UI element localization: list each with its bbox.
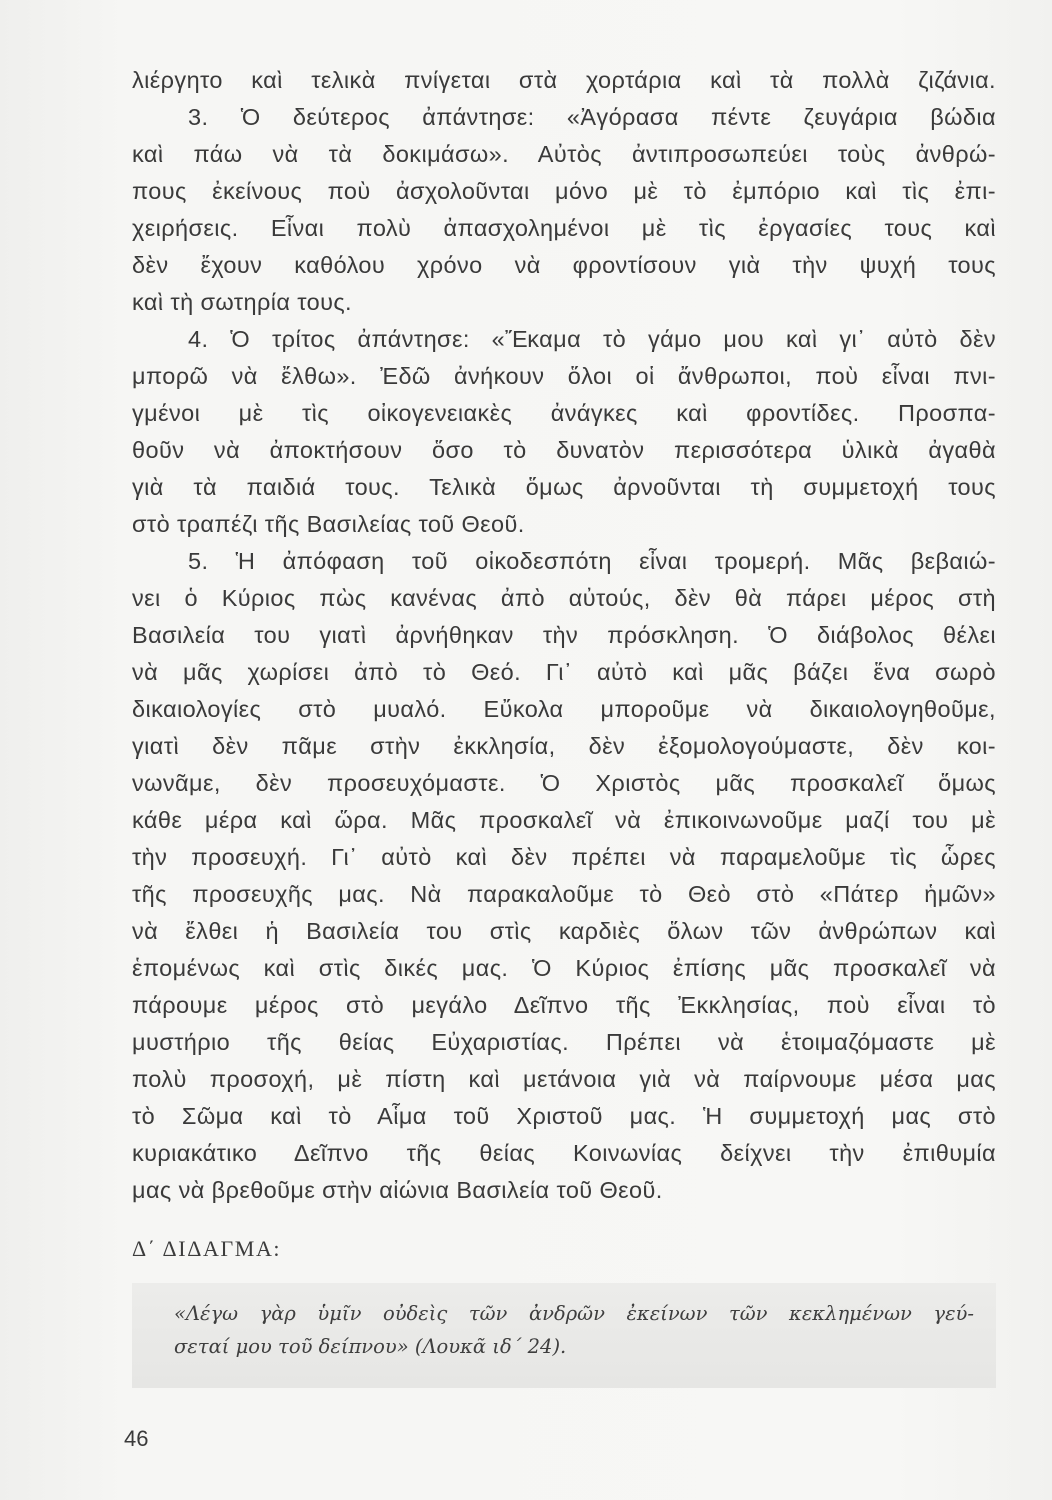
body-line: καὶ τὴ σωτηρία τους. <box>132 289 352 315</box>
body-line: δὲν ἔχουν καθόλου χρόνο νὰ φροντίσουν γιὰ τὴν ψυχή τους <box>132 252 996 278</box>
body-line: 3. Ὁ δεύτερος ἀπάντησε: «Ἀγόρασα πέντε ζευγάρια βώδια <box>188 104 996 130</box>
body-line: μας νὰ βρεθοῦμε στὴν αἰώνια Βασιλεία τοῦ Θεοῦ. <box>132 1177 663 1203</box>
body-line: Βασιλεία του γιατὶ ἀρνήθηκαν τὴν πρόσκληση. Ὁ διάβολος θέλει <box>132 622 996 648</box>
body-text <box>132 62 996 1209</box>
body-line: καὶ πάω νὰ τὰ δοκιμάσω». Αὐτὸς ἀντιπροσωπεύει τοὺς ἀνθρώ- <box>132 141 996 167</box>
body-line: 4. Ὁ τρίτος ἀπάντησε: «Ἔκαμα τὸ γάμο μου καὶ γι᾽ αὐτὸ δὲν <box>188 326 996 352</box>
body-line: τῆς προσευχῆς μας. Νὰ παρακαλοῦμε τὸ Θεὸ στὸ «Πάτερ ἡμῶν» <box>132 881 996 907</box>
body-line: τὴν προσευχή. Γι᾽ αὐτὸ καὶ δὲν πρέπει νὰ παραμελοῦμε τὶς ὧρες <box>132 844 996 870</box>
body-line: λιέργητο καὶ τελικὰ πνίγεται στὰ χορτάρια καὶ τὰ πολλὰ ζιζάνια. <box>132 67 996 93</box>
body-line: κυριακάτικο Δεῖπνο τῆς θείας Κοινωνίας δείχνει τὴν ἐπιθυμία <box>132 1140 996 1166</box>
quote-line: «Λέγω γὰρ ὑμῖν οὐδεὶς τῶν ἀνδρῶν ἐκείνων τῶν κεκλημένων γεύ- <box>174 1302 974 1325</box>
body-line: τὸ Σῶμα καὶ τὸ Αἷμα τοῦ Χριστοῦ μας. Ἡ συμμετοχή μας στὸ <box>132 1103 996 1129</box>
body-line: γμένοι μὲ τὶς οἰκογενειακὲς ἀνάγκες καὶ φροντίδες. Προσπα- <box>132 400 996 426</box>
body-line: στὸ τραπέζι τῆς Βασιλείας τοῦ Θεοῦ. <box>132 511 525 537</box>
body-line: μπορῶ νὰ ἔλθω». Ἐδῶ ἀνήκουν ὅλοι οἱ ἄνθρωποι, ποὺ εἶναι πνι- <box>132 363 996 389</box>
body-line: γιατὶ δὲν πᾶμε στὴν ἐκκλησία, δὲν ἐξομολογούμαστε, δὲν κοι- <box>132 733 996 759</box>
body-line: πάρουμε μέρος στὸ μεγάλο Δεῖπνο τῆς Ἐκκλησίας, ποὺ εἶναι τὸ <box>132 992 996 1018</box>
body-line: νὰ ἔλθει ἡ Βασιλεία του στὶς καρδιὲς ὅλων τῶν ἀνθρώπων καὶ <box>132 918 996 944</box>
body-line: πους ἐκείνους ποὺ ἀσχολοῦνται μόνο μὲ τὸ ἐμπόριο καὶ τὶς ἐπι- <box>132 178 996 204</box>
quote-line: σεταί μου τοῦ δείπνου» (Λουκᾶ ιδ΄ 24). <box>174 1335 567 1358</box>
body-line: θοῦν νὰ ἀποκτήσουν ὅσο τὸ δυνατὸν περισσότερα ὑλικὰ ἀγαθὰ <box>132 437 996 463</box>
body-line: χειρήσεις. Εἶναι πολὺ ἀπασχολημένοι μὲ τὶς ἐργασίες τους καὶ <box>132 215 996 241</box>
section-heading: Δ΄ ΔΙΔΑΓΜΑ: <box>132 1236 282 1261</box>
body-line: ἑπομένως καὶ στὶς δικές μας. Ὁ Κύριος ἐπίσης μᾶς προσκαλεῖ νὰ <box>132 955 996 981</box>
body-line: πολὺ προσοχή, μὲ πίστη καὶ μετάνοια γιὰ νὰ παίρνουμε μέσα μας <box>132 1066 996 1092</box>
body-line: μυστήριο τῆς θείας Εὐχαριστίας. Πρέπει νὰ ἑτοιμαζόμαστε μὲ <box>132 1029 996 1055</box>
page-number: 46 <box>124 1426 149 1451</box>
body-line: δικαιολογίες στὸ μυαλό. Εὔκολα μποροῦμε νὰ δικαιολογηθοῦμε, <box>132 696 996 722</box>
body-line: νὰ μᾶς χωρίσει ἀπὸ τὸ Θεό. Γι᾽ αὐτὸ καὶ μᾶς βάζει ἕνα σωρὸ <box>132 659 996 685</box>
body-line: νωνᾶμε, δὲν προσευχόμαστε. Ὁ Χριστὸς μᾶς προσκαλεῖ ὅμως <box>132 770 996 796</box>
body-line: 5. Ἡ ἀπόφαση τοῦ οἰκοδεσπότη εἶναι τρομερή. Μᾶς βεβαιώ- <box>188 548 996 574</box>
body-line: νει ὁ Κύριος πὼς κανένας ἀπὸ αὐτούς, δὲν θὰ πάρει μέρος στὴ <box>132 585 996 611</box>
body-line: κάθε μέρα καὶ ὥρα. Μᾶς προσκαλεῖ νὰ ἐπικοινωνοῦμε μαζί του μὲ <box>132 807 996 833</box>
body-line: γιὰ τὰ παιδιά τους. Τελικὰ ὅμως ἀρνοῦνται τὴ συμμετοχή τους <box>132 474 996 500</box>
quote-box <box>132 1283 996 1388</box>
